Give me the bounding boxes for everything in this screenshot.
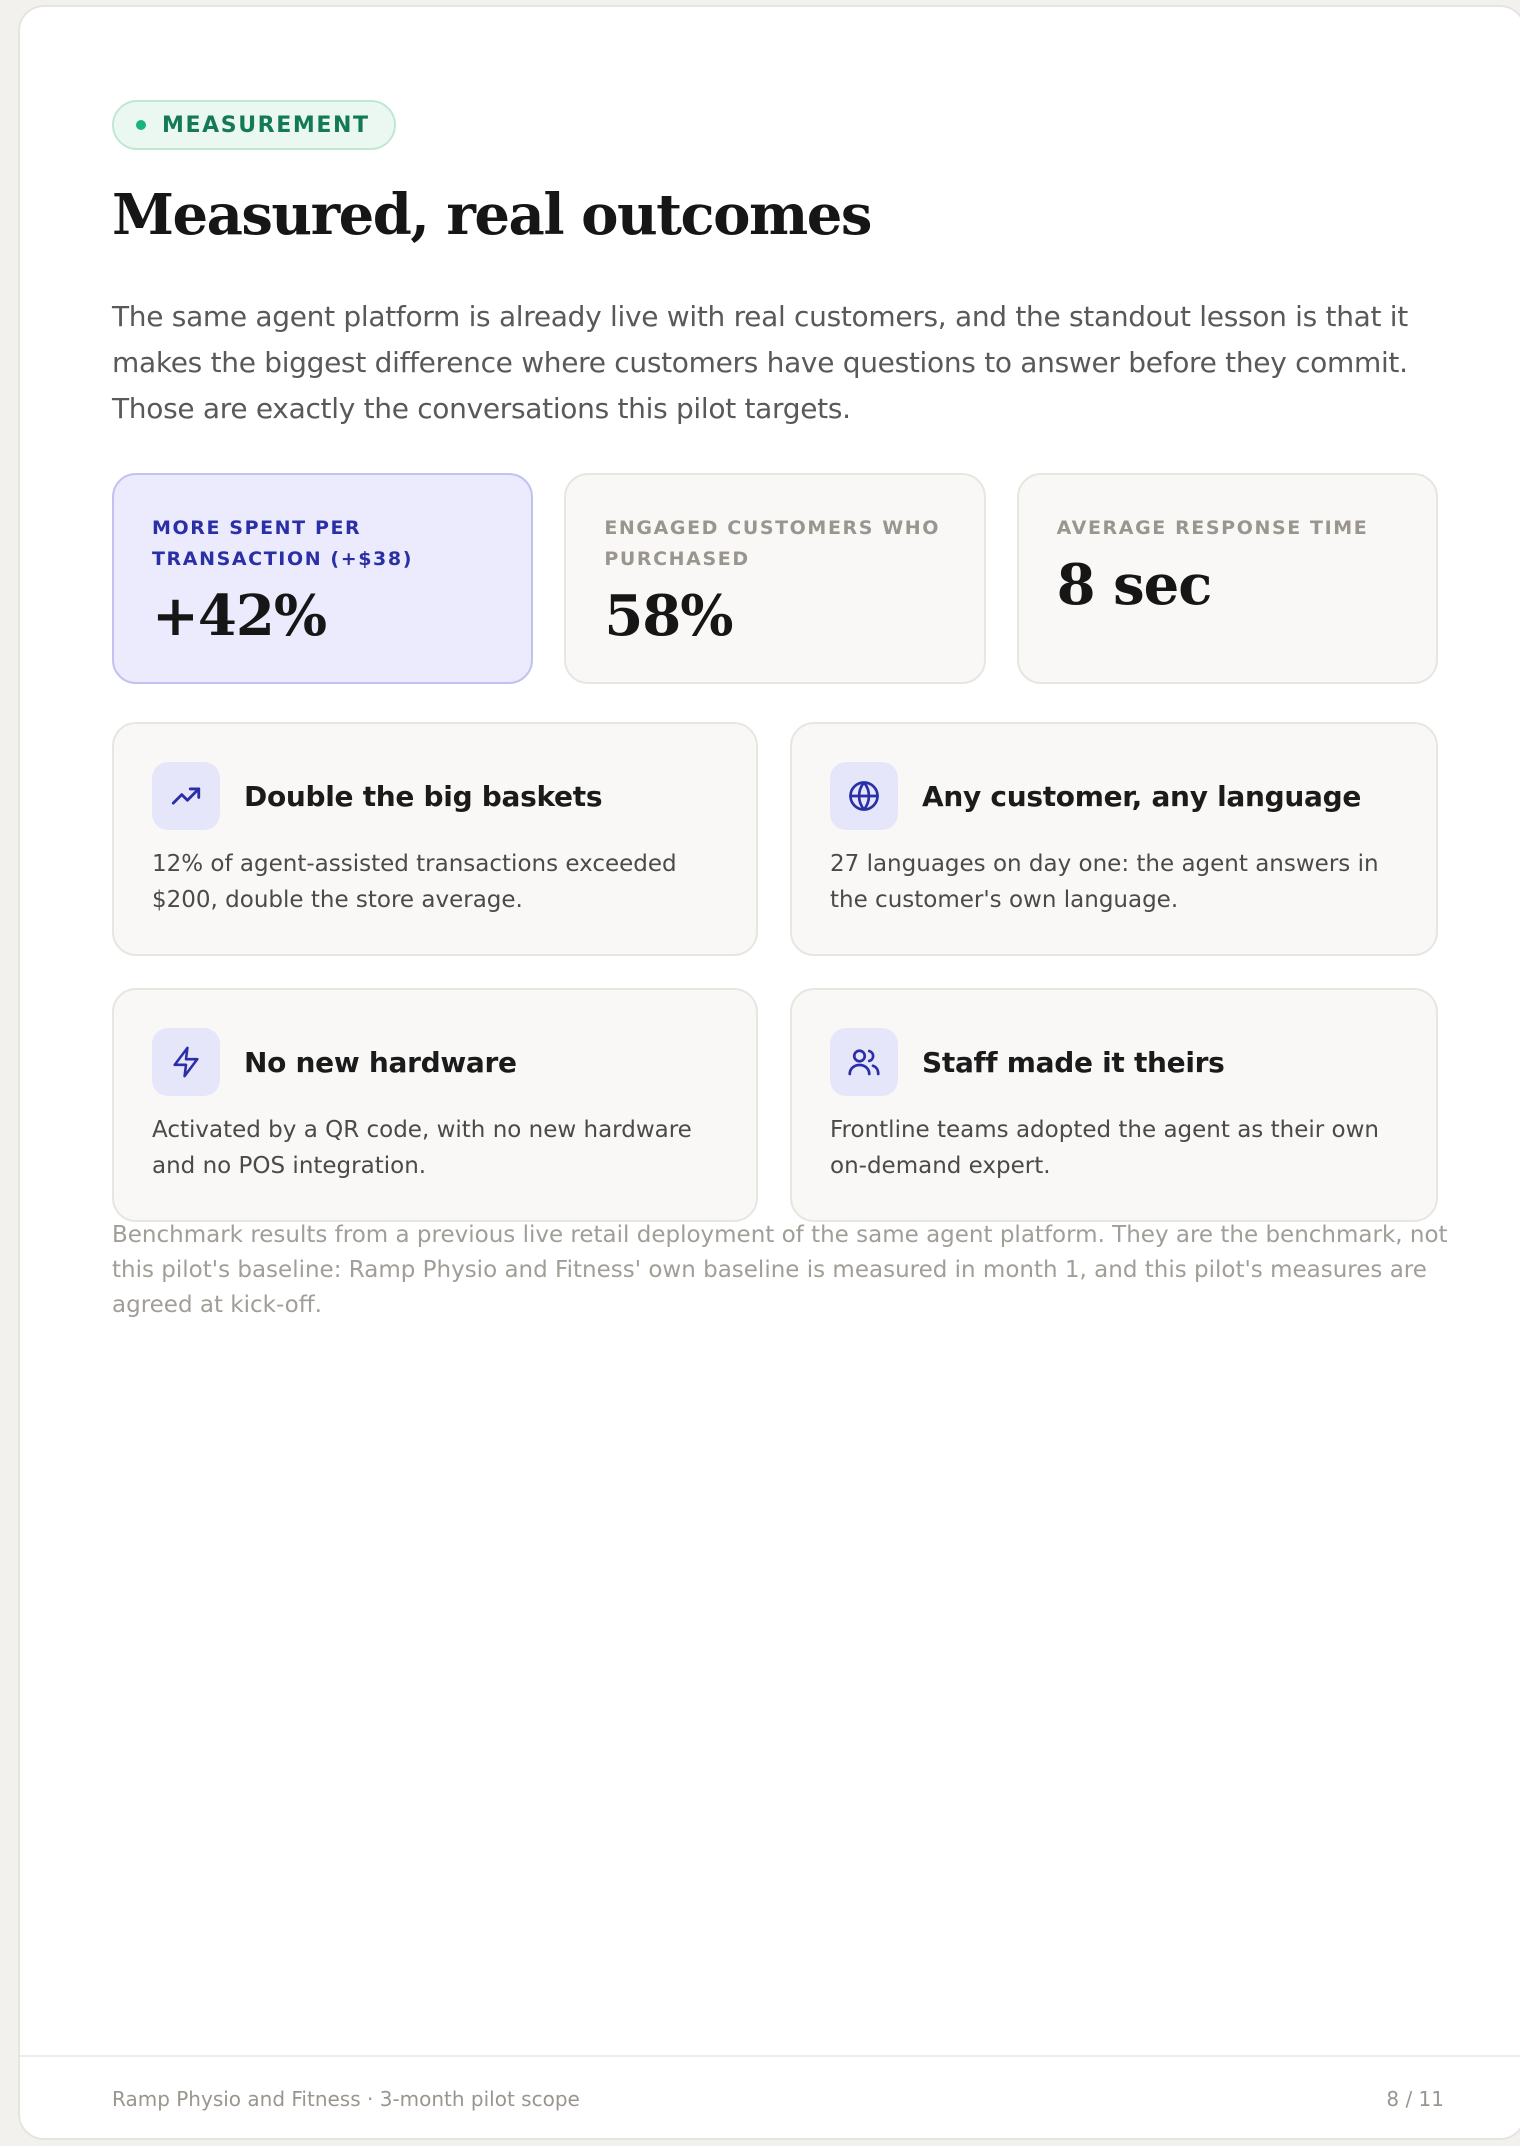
page-footer	[20, 2055, 1520, 2142]
globe-icon	[830, 762, 898, 830]
users-icon	[830, 1028, 898, 1096]
card-body: 12% of agent-assisted transactions exceeded $200, double the store average.	[152, 851, 677, 913]
feature-card-staff	[790, 988, 1438, 1222]
trending-up-icon	[152, 762, 220, 830]
feature-card-any-language	[790, 722, 1438, 956]
stat-value: 8 sec	[1056, 552, 1212, 618]
feature-card-no-hardware	[112, 988, 758, 1222]
card-title: Any customer, any language	[922, 779, 1362, 813]
card-title: Staff made it theirs	[922, 1045, 1225, 1079]
card-title: No new hardware	[244, 1045, 517, 1079]
section-badge	[112, 100, 396, 150]
page-title: Measured, real outcomes	[112, 182, 871, 248]
stat-card-response-time	[1017, 473, 1438, 684]
stats-row	[112, 473, 1438, 684]
stat-card-purchased	[564, 473, 985, 684]
card-header	[152, 1028, 718, 1096]
stat-value: +42%	[152, 583, 327, 649]
card-body: 27 languages on day one: the agent answers in the customer's own language.	[830, 851, 1379, 913]
lightning-icon	[152, 1028, 220, 1096]
lead-paragraph: The same agent platform is already live with real customers, and the standout lesson is that it makes the biggest difference where customers have questions to answer before they commit. Those are exactly the conversations this pilot targets.	[112, 300, 1408, 425]
feature-card-big-baskets	[112, 722, 758, 956]
benchmark-footnote: Benchmark results from a previous live retail deployment of the same agent platform. They are the benchmark, not this pilot's baseline: Ramp Physio and Fitness' own baseline is measured in month 1, and this pilot's measures are agreed at kick-off.	[112, 1222, 1448, 1318]
card-header	[830, 1028, 1398, 1096]
badge-dot	[136, 120, 146, 130]
card-body: Activated by a QR code, with no new hardware and no POS integration.	[152, 1117, 692, 1179]
footer-document-name: Ramp Physio and Fitness · 3-month pilot scope	[112, 2087, 580, 2111]
stat-label: AVERAGE RESPONSE TIME	[1056, 517, 1369, 539]
card-header	[152, 762, 718, 830]
card-title: Double the big baskets	[244, 779, 603, 813]
footer-page-number: 8 / 11	[1386, 2087, 1444, 2111]
stat-value: 58%	[604, 583, 733, 649]
stat-card-spend	[112, 473, 533, 684]
slide-page	[18, 5, 1520, 2140]
slide-content	[112, 100, 1448, 1318]
card-body: Frontline teams adopted the agent as their own on-demand expert.	[830, 1117, 1379, 1179]
stat-label: MORE SPENT PER TRANSACTION (+$38)	[152, 517, 413, 570]
badge-label: MEASUREMENT	[162, 112, 370, 138]
feature-grid	[112, 722, 1438, 1222]
stat-label: ENGAGED CUSTOMERS WHO PURCHASED	[604, 517, 941, 570]
card-header	[830, 762, 1398, 830]
